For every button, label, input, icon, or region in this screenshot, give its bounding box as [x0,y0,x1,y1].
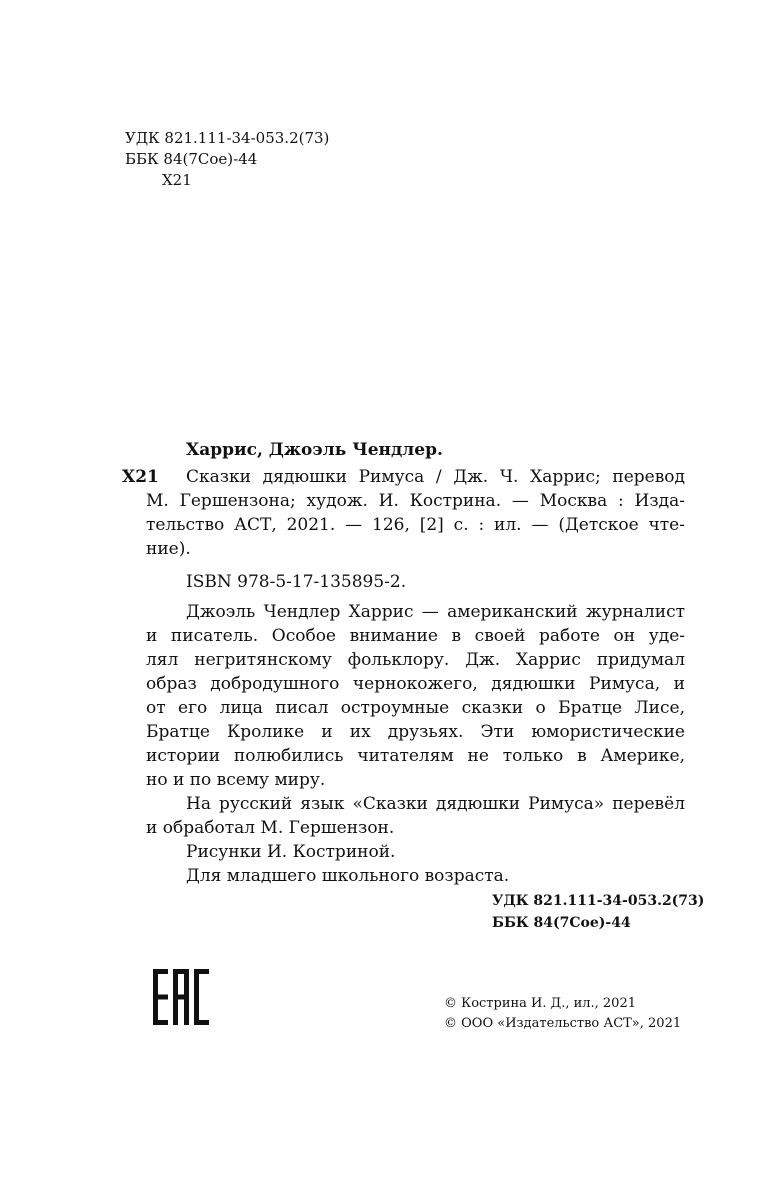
annotation-line: образ добродушного чернокожего, дядюшки Римуса, и [146,674,685,694]
illustrations-credit: Рисунки И. Костриной. [186,842,396,862]
copyright-illustrations: © Кострина И. Д., ил., 2021 [444,996,636,1011]
author-mark: Х21 [122,467,159,487]
annotation-line: но и по всему миру. [146,770,326,790]
top-author-mark: Х21 [162,171,192,189]
top-udk-code: УДК 821.111-34-053.2(73) [125,129,330,147]
isbn: ISBN 978-5-17-135895-2. [186,572,407,592]
annotation-line: истории полюбились читателям не только в Америке, [146,746,685,766]
annotation-line: Братце Кролике и их друзьях. Эти юмористические [146,722,685,742]
annotation-line: лял негритянскому фольклору. Дж. Харрис придумал [146,650,685,670]
bottom-udk-code: УДК 821.111-34-053.2(73) [492,893,705,909]
catalog-description [146,465,685,561]
bottom-bbk-code: ББК 84(7Сое)-44 [492,915,631,931]
description-line: ние). [146,539,191,559]
description-line: тельство АСТ, 2021. — 126, [2] с. : ил. — (Детское чте- [146,515,685,535]
description-line: М. Гершензона; худож. И. Кострина. — Москва : Изда- [146,491,685,511]
top-bbk-code: ББК 84(7Сое)-44 [125,150,258,168]
annotation-line: и писатель. Особое внимание в своей работе он уде- [146,626,685,646]
annotation-line: Джоэль Чендлер Харрис — американский журналист [186,602,685,622]
author-heading: Харрис, Джоэль Чендлер. [186,440,443,460]
translation-line: и обработал М. Гершензон. [146,818,395,838]
annotation-paragraph [146,600,685,888]
description-line: Сказки дядюшки Римуса / Дж. Ч. Харрис; перевод [186,467,685,487]
copyright-publisher: © ООО «Издательство АСТ», 2021 [444,1016,682,1031]
annotation-line: от его лица писал остроумные сказки о Братце Лисе, [146,698,685,718]
age-group: Для младшего школьного возраста. [186,866,510,886]
translation-line: На русский язык «Сказки дядюшки Римуса» перевёл [186,794,685,814]
eac-certification-icon [153,969,209,1025]
